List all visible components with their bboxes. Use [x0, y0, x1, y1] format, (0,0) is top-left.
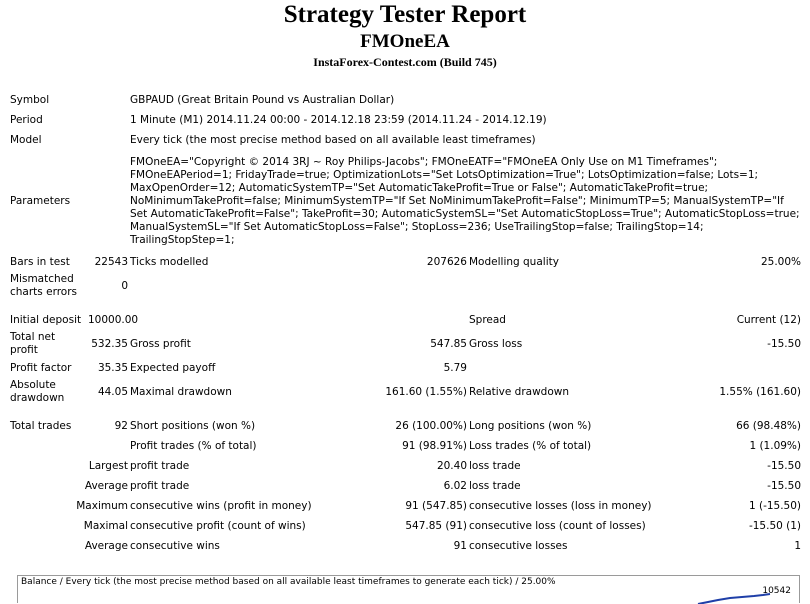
loss-trades-value: 1 (1.09%): [749, 439, 802, 452]
largest-row: [9, 456, 802, 476]
period-label: Period: [10, 113, 43, 126]
deposit-label: Initial deposit: [10, 313, 82, 326]
symbol-value: GBPAUD (Great Britain Pound vs Australian Dollar): [130, 93, 395, 106]
profit-trades-value: 91 (98.91%): [402, 439, 467, 452]
bars-value: 22543: [94, 255, 128, 268]
drawdown-row: [9, 378, 802, 406]
absolute-drawdown-label: Absolute drawdown: [10, 379, 65, 404]
long-positions-label: Long positions (won %): [469, 419, 592, 432]
maximal-profit-label: consecutive profit (count of wins): [130, 519, 306, 532]
largest-profit-label: profit trade: [130, 459, 190, 472]
expert-advisor-name: FMOneEA: [360, 31, 450, 52]
max-cons-wins-value: 91 (547.85): [405, 499, 467, 512]
model-label: Model: [10, 133, 42, 146]
average-label: Average: [84, 479, 128, 492]
relative-drawdown-label: Relative drawdown: [469, 385, 570, 398]
maximal-drawdown-label: Maximal drawdown: [130, 385, 232, 398]
average-profit-label: profit trade: [130, 479, 190, 492]
average-loss-value: -15.50: [767, 479, 802, 492]
symbol-label: Symbol: [10, 93, 50, 106]
net-profit-label: Total net profit: [10, 331, 56, 356]
avg-cons-wins-value: 91: [453, 539, 467, 552]
net-profit-value: 532.35: [91, 337, 128, 350]
model-row: [9, 130, 802, 150]
server-build: InstaForex-Contest.com (Build 745): [313, 55, 497, 69]
total-trades-label: Total trades: [10, 419, 72, 432]
mismatch-label: Mismatched charts errors: [10, 273, 77, 298]
profit-factor-row: [9, 358, 802, 378]
parameters-value: FMOneEA="Copyright © 2014 3RJ ~ Roy Philips-Jacobs"; FMOneEATF="FMOneEA Only Use on M1 Timeframes"; FMOneEAPeriod=1; FridayTrade=true; OptimizationLots="Set LotsOptimization=True"; LotsOptimization=false; Lots=1; MaxOpenOrder=12; AutomaticSystemTP="Set AutomaticTakeProfit=True or False"; AutomaticTakeProfit=true; NoMinimumTakeProfit=false; MinimumSystemTP="If Set NoMinimumTakeProfit=False"; MinimumTP=5; ManualSystemTP="If Set AutomaticTakeProfit=False"; TakeProfit=30; AutomaticSystemSL="Set AutomaticStopLoss=True"; AutomaticStopLoss=true; ManualSystemSL="If Set AutomaticStopLoss=False"; StopLoss=236; UseTrailingStop=false; TrailingStop=14; TrailingStopStep=1;: [130, 155, 800, 246]
bars-row: [9, 252, 802, 272]
deposit-row: [9, 310, 802, 330]
ticks-value: 207626: [426, 255, 467, 268]
max-cons-losses-label: consecutive losses (loss in money): [469, 499, 652, 512]
long-positions-value: 66 (98.48%): [736, 419, 802, 432]
mismatch-value: 0: [121, 279, 128, 292]
average-row: [9, 476, 802, 496]
quality-value: 25.00%: [760, 255, 802, 268]
profit-factor-value: 35.35: [97, 361, 128, 374]
gross-loss-label: Gross loss: [469, 337, 523, 350]
avg-cons-label: Average: [84, 539, 128, 552]
largest-profit-value: 20.40: [436, 459, 467, 472]
deposit-value: 10000.00: [88, 313, 139, 326]
maximal-row: [9, 516, 802, 536]
maximal-profit-value: 547.85 (91): [405, 519, 467, 532]
symbol-row: [9, 90, 802, 110]
profit-trades-row: [9, 436, 802, 456]
gross-profit-label: Gross profit: [130, 337, 191, 350]
net-profit-row: [9, 330, 802, 358]
largest-label: Largest: [88, 459, 128, 472]
mismatch-row: [9, 272, 802, 300]
period-value: 1 Minute (M1) 2014.11.24 00:00 - 2014.12.18 23:59 (2014.11.24 - 2014.12.19): [130, 113, 547, 126]
relative-drawdown-value: 1.55% (161.60): [719, 385, 802, 398]
profit-trades-label: Profit trades (% of total): [130, 439, 257, 452]
avg-cons-losses-label: consecutive losses: [469, 539, 568, 552]
average-loss-label: loss trade: [469, 479, 521, 492]
largest-loss-value: -15.50: [767, 459, 802, 472]
avg-cons-wins-label: consecutive wins: [130, 539, 220, 552]
max-cons-wins-label: consecutive wins (profit in money): [130, 499, 312, 512]
parameters-row: [9, 150, 802, 252]
total-trades-value: 92: [114, 419, 128, 432]
max-cons-losses-value: 1 (-15.50): [748, 499, 802, 512]
largest-loss-label: loss trade: [469, 459, 521, 472]
short-positions-value: 26 (100.00%): [395, 419, 467, 432]
quality-label: Modelling quality: [469, 255, 559, 268]
ticks-label: Ticks modelled: [130, 255, 209, 268]
balance-chart: [17, 575, 800, 603]
gross-loss-value: -15.50: [767, 337, 802, 350]
expected-payoff-value: 5.79: [443, 361, 467, 374]
total-trades-row: [9, 416, 802, 436]
avg-cons-losses-value: 1: [794, 539, 802, 552]
maximum-label: Maximum: [76, 499, 128, 512]
maximum-row: [9, 496, 802, 516]
parameters-label: Parameters: [10, 194, 71, 207]
spread-value: Current (12): [736, 313, 802, 326]
balance-axis-value: 10542: [762, 586, 791, 596]
maximal-loss-value: -15.50 (1): [748, 519, 802, 532]
bars-label: Bars in test: [10, 255, 70, 268]
maximal-loss-label: consecutive loss (count of losses): [469, 519, 646, 532]
absolute-drawdown-value: 44.05: [97, 385, 128, 398]
report-title: Strategy Tester Report: [283, 1, 527, 28]
average-consecutive-row: [9, 536, 802, 556]
profit-factor-label: Profit factor: [10, 361, 72, 374]
report-table: [9, 90, 802, 556]
maximal-label: Maximal: [83, 519, 128, 532]
average-profit-value: 6.02: [443, 479, 467, 492]
loss-trades-label: Loss trades (% of total): [469, 439, 592, 452]
balance-chart-label: Balance / Every tick (the most precise method based on all available least timeframes to generate each tick) / 25.00%: [21, 577, 556, 587]
expected-payoff-label: Expected payoff: [130, 361, 216, 374]
short-positions-label: Short positions (won %): [130, 419, 256, 432]
model-value: Every tick (the most precise method based on all available least timeframes): [130, 133, 536, 146]
period-row: [9, 110, 802, 130]
balance-line: [698, 594, 770, 604]
gross-profit-value: 547.85: [430, 337, 467, 350]
spread-label: Spread: [469, 313, 506, 326]
maximal-drawdown-value: 161.60 (1.55%): [385, 385, 467, 398]
